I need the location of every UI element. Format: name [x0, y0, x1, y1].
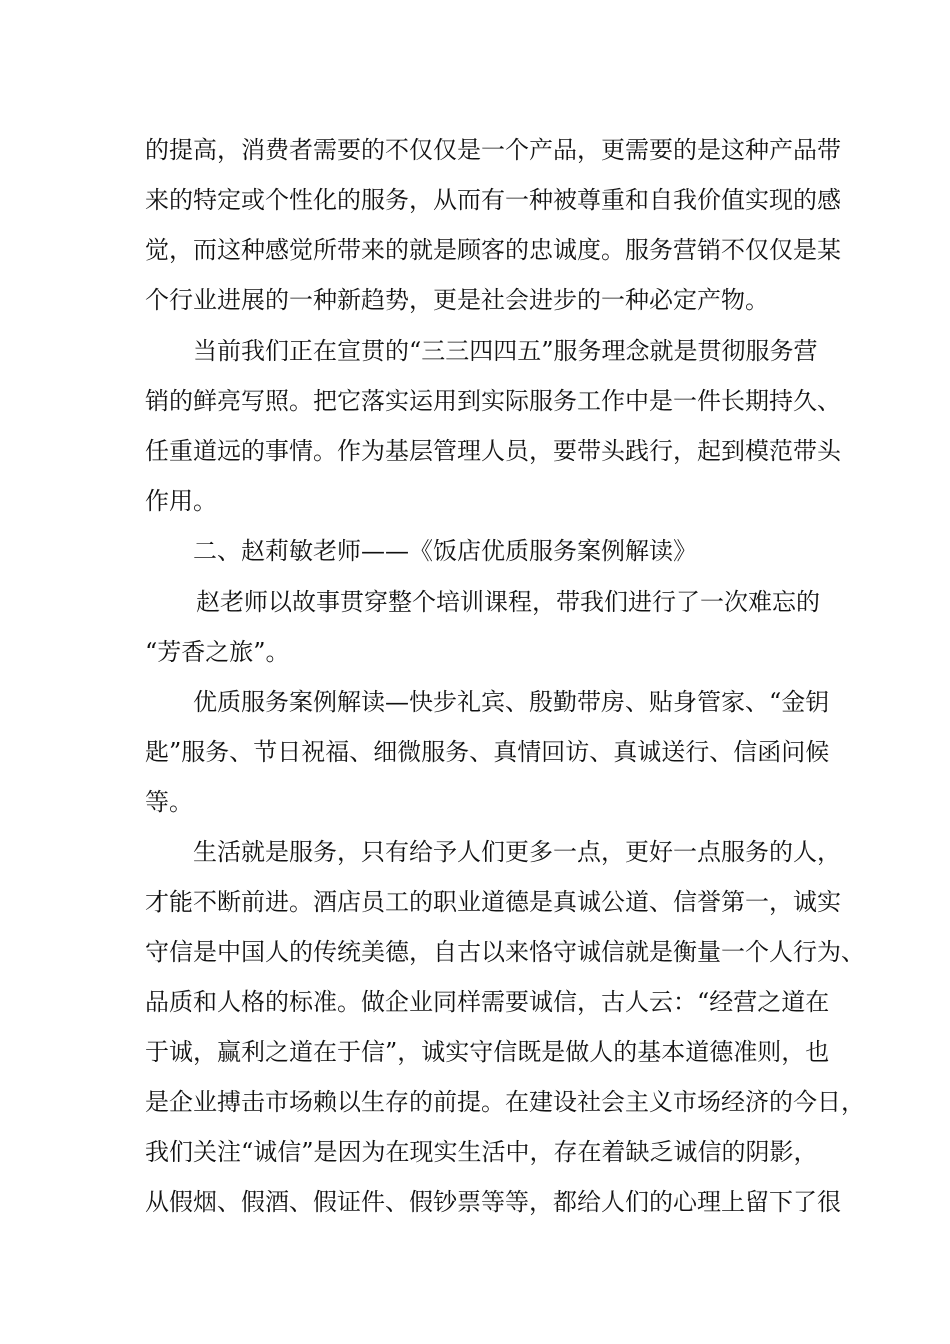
text-line: 任重道远的事情。作为基层管理人员，要带头践行，起到模范带头 — [145, 437, 841, 465]
text-line: “芳香之旅”。 — [145, 638, 290, 666]
section-heading: 二、赵莉敏老师——《饭店优质服务案例解读》 — [193, 537, 697, 565]
text-line: 的提高，消费者需要的不仅仅是一个产品，更需要的是这种产品带 — [145, 136, 841, 164]
text-line: 作用。 — [145, 487, 217, 515]
paragraph-first-line: 当前我们正在宣贯的“三三四四五”服务理念就是贯彻服务营 — [193, 337, 818, 365]
text-line: 守信是中国人的传统美德，自古以来恪守诚信就是衡量一个人行为、 — [145, 938, 865, 966]
text-line: 觉，而这种感觉所带来的就是顾客的忠诚度。服务营销不仅仅是某 — [145, 236, 841, 264]
paragraph-first-line: 赵老师以故事贯穿整个培训课程，带我们进行了一次难忘的 — [196, 588, 820, 616]
text-line: 我们关注“诚信”是因为在现实生活中，存在着缺乏诚信的阴影， — [145, 1138, 818, 1166]
text-line: 来的特定或个性化的服务，从而有一种被尊重和自我价值实现的感 — [145, 186, 841, 214]
paragraph-first-line: 优质服务案例解读—快步礼宾、殷勤带房、贴身管家、“金钥 — [193, 688, 830, 716]
text-line: 个行业进展的一种新趋势，更是社会进步的一种必定产物。 — [145, 286, 769, 314]
text-line: 品质和人格的标准。做企业同样需要诚信，古人云：“经营之道在 — [145, 988, 830, 1016]
text-line: 才能不断前进。酒店员工的职业道德是真诚公道、信誉第一，诚实 — [145, 888, 841, 916]
text-line: 是企业搏击市场赖以生存的前提。在建设社会主义市场经济的今日， — [145, 1088, 865, 1116]
text-line: 从假烟、假酒、假证件、假钞票等等，都给人们的心理上留下了很 — [145, 1188, 841, 1216]
text-line: 等。 — [145, 788, 193, 816]
text-line: 销的鲜亮写照。把它落实运用到实际服务工作中是一件长期持久、 — [145, 387, 841, 415]
text-line: 于诚，赢利之道在于信”，诚实守信既是做人的基本道德准则，也 — [145, 1038, 830, 1066]
paragraph-first-line: 生活就是服务，只有给予人们更多一点，更好一点服务的人， — [193, 838, 841, 866]
text-line: 匙”服务、节日祝福、细微服务、真情回访、真诚送行、信函问候 — [145, 738, 830, 766]
